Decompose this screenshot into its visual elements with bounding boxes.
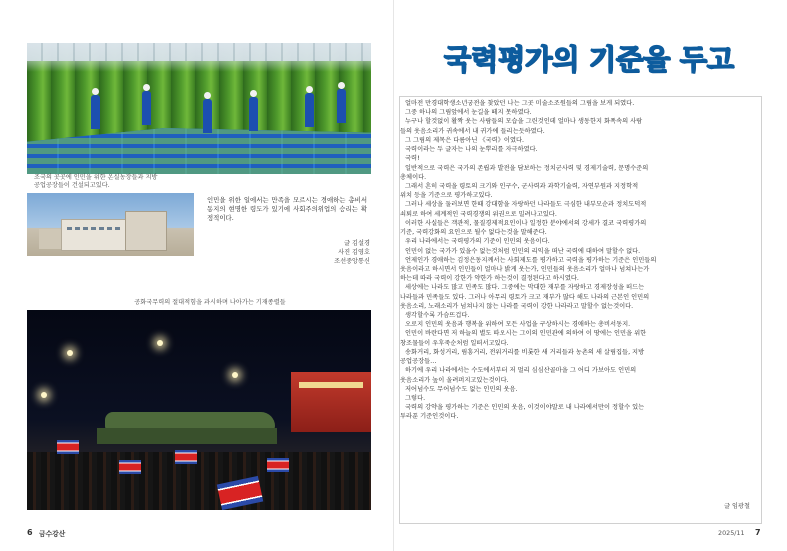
- article-paragraph: 국력이라는 두 글자는 나의 눈뿌리를 자극하였다.: [405, 146, 538, 154]
- factory-photo: [27, 193, 194, 256]
- article-paragraph: 웃음이라고 하시면서 인민들이 얼마나 밝게 웃는가, 인민들의 웃음소리가 얼마나 넘쳐나는가: [400, 265, 650, 273]
- article-title: 국력평가의 기준을 두고: [444, 43, 734, 76]
- worker-figure: [249, 97, 258, 131]
- article-paragraph: 그중 하나의 그림앞에서 눈길을 떼지 못하였다.: [405, 109, 532, 117]
- worker-figure: [203, 99, 212, 133]
- article-paragraph: 그러나 세상을 둘러보면 한때 강대함을 자랑하던 나라들도 극심한 내부모순과 정치도덕적: [405, 201, 647, 209]
- worker-figure: [305, 93, 314, 127]
- article-paragraph: 웃음소리, 노래소리가 넘쳐나지 않는 나라를 국력이 강한 나라라고 말할수 없는것이다.: [400, 302, 634, 310]
- flag: [267, 458, 289, 472]
- article-paragraph: 일반적으로 국력은 국가의 존립과 발전을 담보하는 정치군사력 및 경제기술력, 문명수준의: [405, 164, 649, 172]
- article-paragraph: 누구나 할것없이 활짝 웃는 사람들의 모습을 그린것인데 얼마나 생동한지 화폭속의 사람: [405, 118, 643, 126]
- article-paragraph: 투라푼 기준인것이다.: [400, 413, 459, 421]
- floodlight: [41, 392, 47, 398]
- worker-figure: [142, 91, 151, 125]
- greenhouse-roof: [27, 43, 371, 61]
- article-paragraph: 기준, 국력강화의 요인으로 될수 없다는것을 말해준다.: [400, 229, 547, 237]
- article-paragraph: 나라들과 민족들도 있다. 그러나 아무리 령토가 크고 재부가 많다 해도 나라의 근본인 인민의: [400, 293, 650, 301]
- flag: [175, 450, 197, 464]
- credit-writer: 글 김설경: [344, 240, 370, 247]
- article-paragraph: 총체이다.: [400, 173, 427, 181]
- greenhouse-caption: 조국의 곳곳에 인민을 위한 온실농장들과 지방 공업공장들이 건설되고있다.: [34, 174, 158, 189]
- article-paragraph: 송화거리, 화성거리, 림흥거리, 전위거리를 비롯한 새 거리들과 농촌의 새 살림집들, 지방: [405, 348, 645, 356]
- article-paragraph: 인민이 바란다면 저 하늘의 별도 따오시는 그이의 인민관에 의하여 이 땅에는 인민을 위한: [405, 330, 647, 338]
- article-paragraph: 이러한 사실들은 객관적, 물질경제적요인이나 일정한 분야에서의 강세가 결코 국력평가의: [405, 219, 647, 227]
- factory-main-building: [61, 219, 133, 251]
- photo-credits: [300, 239, 370, 266]
- author-signature: 글 임광철: [724, 503, 750, 510]
- article-paragraph: 생각할수록 가슴뜨겁다.: [405, 312, 470, 320]
- article-paragraph: 세상에는 나라도 많고 민족도 많다. 그중에는 막대한 재부를 자랑하고 경제장성을 떠드는: [405, 284, 645, 292]
- article-paragraph: 그 그림의 제목은 다름아닌 《국력》이였다.: [405, 136, 525, 144]
- article-paragraph: 우리 나라에서는 국력평가의 기준이 인민의 웃음이다.: [405, 238, 550, 246]
- issue-date: 2025/11: [718, 529, 745, 537]
- factory-tower: [125, 211, 167, 251]
- article-paragraph: 들의 웃음소리가 귀속에서 내 귀가에 들리는듯하였다.: [400, 127, 545, 135]
- parade-caption: 공화국무력의 절대적힘을 과시하며 나아가는 기재종렬들: [134, 299, 286, 306]
- floodlight: [67, 350, 73, 356]
- article-paragraph: 얼마전 만경대학생소년궁전을 찾았던 나는 그곳 미술소조원들의 그림을 보게 되였다.: [405, 100, 635, 107]
- article-paragraph: 저어넘수도 무어넘수도 없는 인민의 웃음.: [405, 385, 518, 393]
- article-paragraph: 하기에 우리 나라에서는 수도에서부터 저 멀리 심심산골마을 그 어디 가보아도 인민의: [405, 367, 637, 375]
- intro-text: 인민을 위한 일에서는 만족을 모르시는 경애하는 총비서동지의 현명한 령도가 있기에 사회주의위업의 승리는 확정적이다.: [207, 196, 367, 222]
- article-paragraph: 오로지 인민의 웃음과 행복을 위하여 모든 사업을 구상하시는 경애하는 총비서동지.: [405, 321, 631, 329]
- reviewing-stand: [291, 372, 371, 432]
- page-gutter: [393, 0, 394, 551]
- article-paragraph: 국력의 강약을 평가하는 기준은 인민의 웃음, 이것이야말로 내 나라에서만이 정할수 있는: [405, 404, 645, 412]
- credit-photographer: 사진 김영호: [338, 249, 370, 256]
- worker-figure: [337, 89, 346, 123]
- greenhouse-photo: [27, 43, 371, 174]
- crowd: [27, 452, 371, 510]
- article-body: [400, 99, 755, 422]
- worker-figure: [91, 95, 100, 129]
- article-paragraph: 쇠퇴로 하여 세계적인 국력경쟁의 위권으로 밀려나고있다.: [400, 210, 557, 218]
- vegetable-crates: [27, 128, 371, 174]
- floodlight: [157, 340, 163, 346]
- article-paragraph: 창조물들이 우후죽순처럼 일떠서고있다.: [400, 339, 509, 347]
- article-paragraph: 하는데 따라 국력이 강한가 약한가 하는것이 결정된다고 하시였다.: [400, 275, 579, 283]
- article-paragraph: 국력!: [405, 155, 420, 163]
- parade-photo: [27, 310, 371, 510]
- article-paragraph: 웃음소리가 높이 울려퍼지고있는것이다.: [400, 376, 509, 384]
- floodlight: [232, 372, 238, 378]
- flag: [119, 460, 141, 474]
- article-paragraph: 그렇다.: [405, 395, 426, 402]
- factory-windows: [67, 227, 123, 230]
- article-paragraph: 공업공장들…: [400, 358, 437, 366]
- article-paragraph: 위치 등을 기준으로 평가하고있다.: [400, 192, 493, 200]
- page-number-right: 7: [755, 528, 761, 537]
- magazine-name: 금수강산: [39, 530, 66, 538]
- page-number-left: 6: [27, 528, 33, 537]
- article-paragraph: 그래서 흔히 국력을 령토의 크기와 인구수, 군사력과 과학기술력, 자연부원과 지정학적: [405, 182, 639, 190]
- credit-agency: 조선중앙통신: [334, 258, 370, 265]
- flag: [57, 440, 79, 454]
- article-paragraph: 언제인가 경애하는 김정은동지께서는 사회제도를 평가하고 국력을 평가하는 기준은 인민들의: [405, 256, 657, 264]
- article-paragraph: 인민이 없는 국가가 있을수 없는것처럼 인민의 리익을 떠난 국력에 대하여 말할수 없다.: [405, 247, 641, 255]
- launcher-vehicle: [97, 428, 277, 444]
